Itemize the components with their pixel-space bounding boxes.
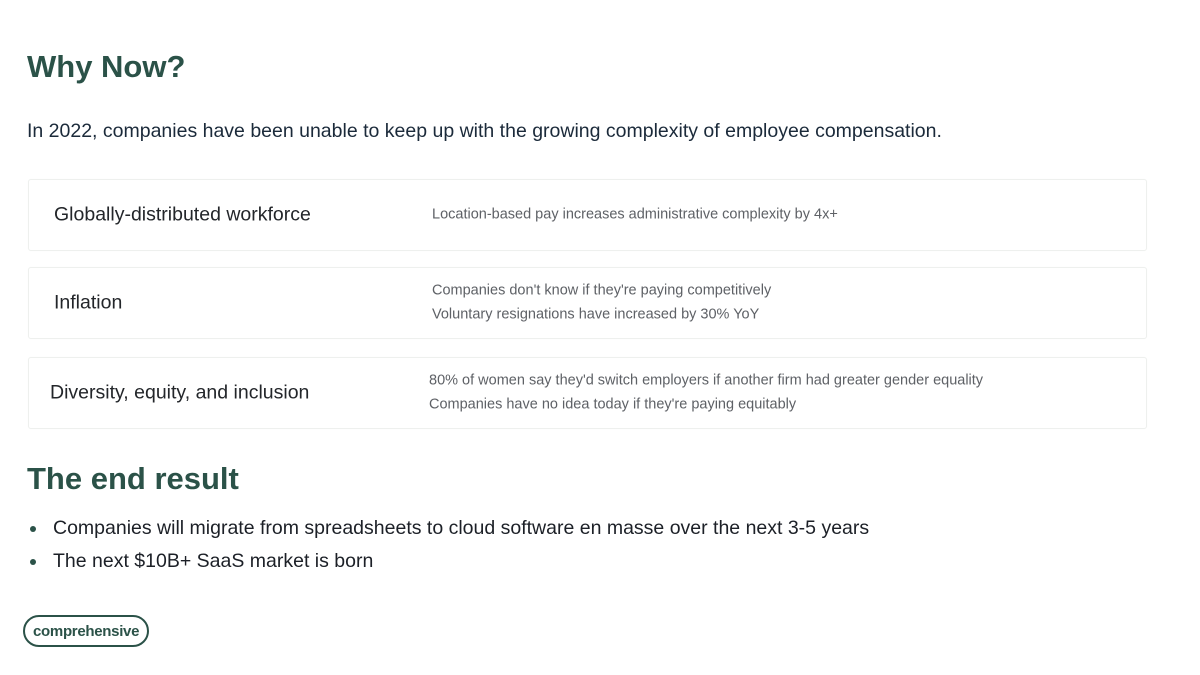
factor-details <box>432 203 838 227</box>
factor-detail-line: Companies have no idea today if they're paying equitably <box>429 396 797 412</box>
brand-logo-text: comprehensive <box>33 622 140 640</box>
bullet-dot-icon <box>30 526 36 532</box>
factor-card-dei <box>28 357 1147 429</box>
result-item <box>27 512 869 545</box>
factor-card-inflation <box>28 267 1147 339</box>
slide-title: Why Now? <box>27 49 186 84</box>
result-item-text: The next $10B+ SaaS market is born <box>53 550 374 572</box>
result-title: The end result <box>27 461 239 496</box>
factor-label: Globally-distributed workforce <box>54 203 311 226</box>
bullet-dot-icon <box>30 559 36 565</box>
result-item-text: Companies will migrate from spreadsheets to cloud software en masse over the next 3-5 years <box>53 517 870 539</box>
factor-detail-line: 80% of women say they'd switch employers if another firm had greater gender equality <box>429 372 984 389</box>
factor-detail-line: Companies don't know if they're paying competitively <box>432 282 772 299</box>
factor-label: Inflation <box>54 291 123 314</box>
factor-details <box>432 280 771 327</box>
result-item <box>27 545 869 578</box>
factor-label: Diversity, equity, and inclusion <box>50 381 310 404</box>
brand-logo <box>23 615 149 647</box>
result-list <box>27 512 869 578</box>
factor-detail-line: Location-based pay increases administrative complexity by 4x+ <box>432 206 838 223</box>
factor-details <box>429 370 983 417</box>
factor-card-global-workforce <box>28 179 1147 251</box>
intro-text: In 2022, companies have been unable to keep up with the growing complexity of employee compensation. <box>27 120 942 142</box>
factor-detail-line: Voluntary resignations have increased by 30% YoY <box>432 306 760 322</box>
